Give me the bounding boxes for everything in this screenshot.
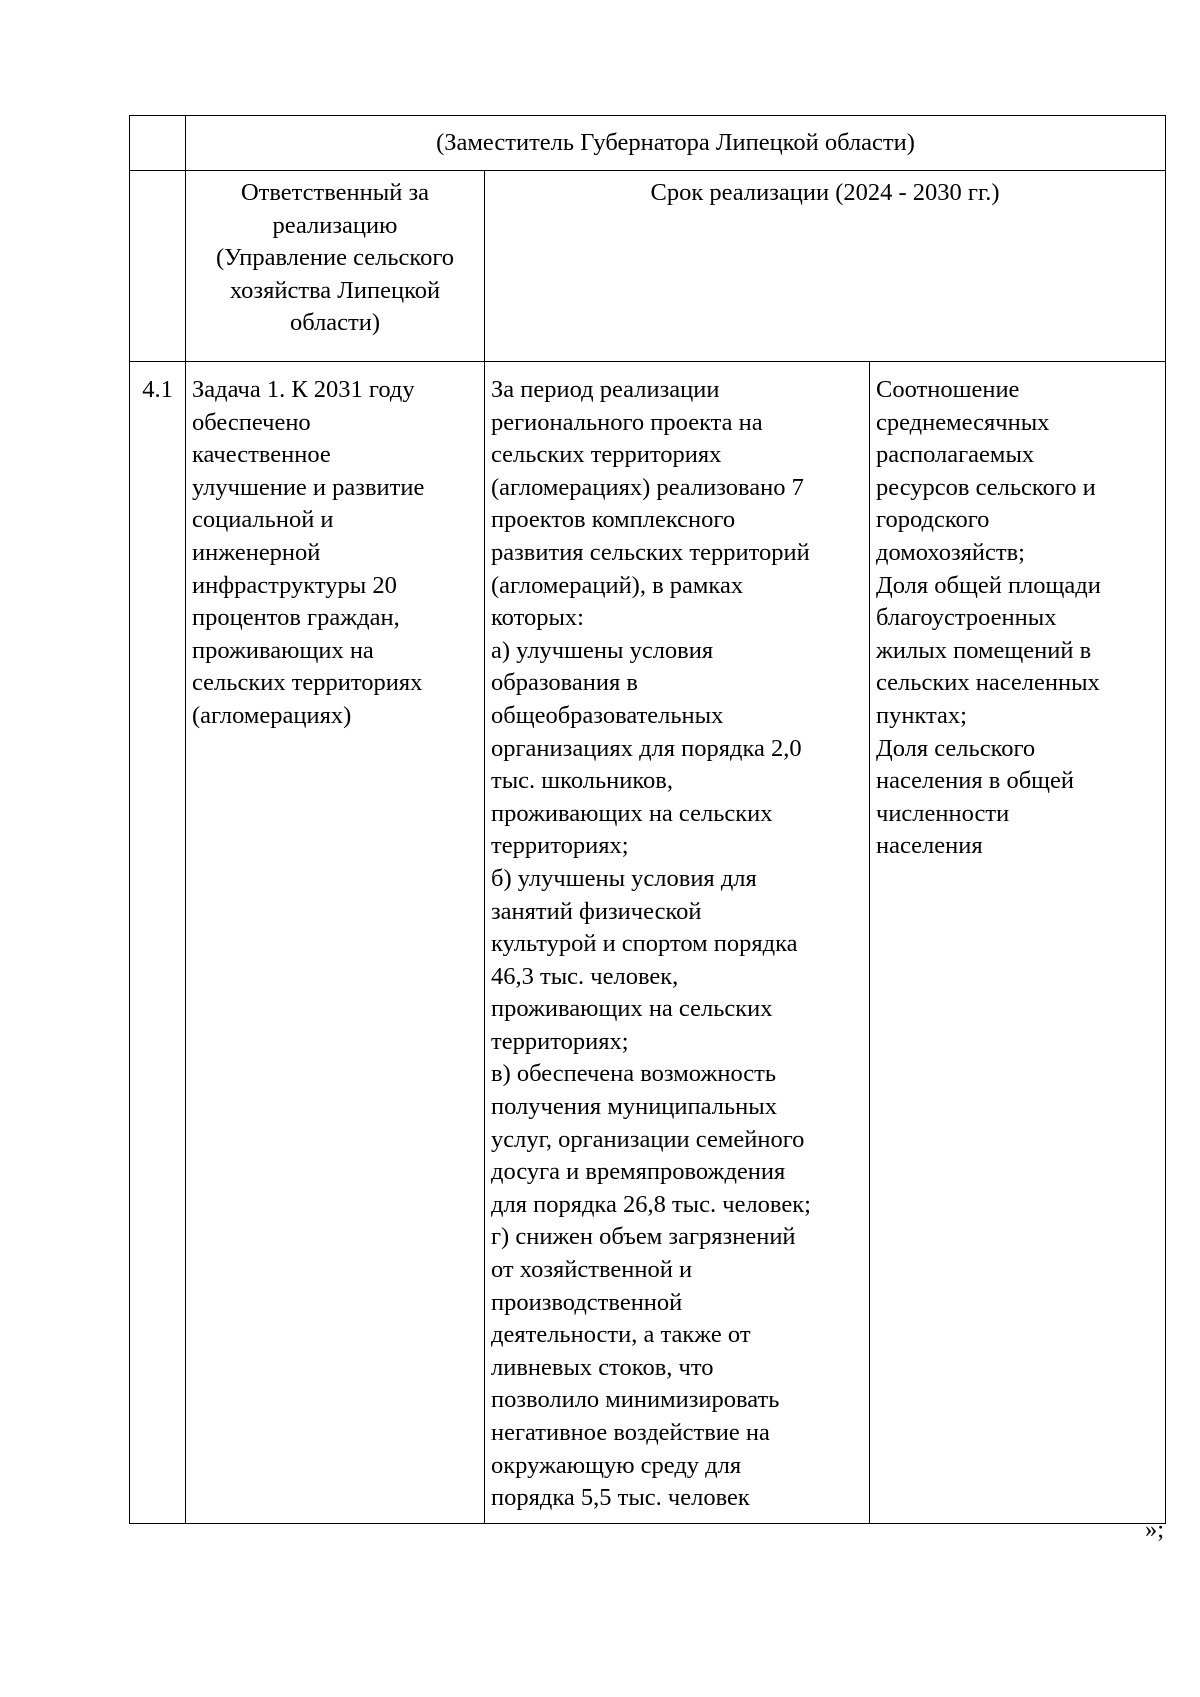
table-row [130,362,1166,1524]
header-row-responsible [130,171,1166,362]
task-cell: Задача 1. К 2031 году обеспечено качественное улучшение и развитие социальной и инженерной инфраструктуры 20 процентов граждан, проживающих на сельских территориях (агломерациях) [186,362,485,1524]
row-number-cell: 4.1 [130,362,186,1524]
number-cell-empty [130,171,186,362]
responsible-cell: Ответственный за реализацию (Управление сельского хозяйства Липецкой области) [186,171,485,362]
curator-cell: (Заместитель Губернатора Липецкой области) [186,116,1166,171]
closing-quote-mark: »; [1144,1516,1164,1543]
effects-cell: За период реализации регионального проекта на сельских территориях (агломерациях) реализовано 7 проектов комплексного развития сельских территорий (агломераций), в рамках которых: а) улучшены условия образования в общеобразовательных организациях для порядка 2,0 тыс. школьников, проживающих на сельских территориях; б) улучшены условия для занятий физической культурой и спортом порядка 46,3 тыс. человек, проживающих на сельских территориях; в) обеспечена возможность получения муниципальных услуг, организации семейного досуга и времяпровождения для порядка 26,8 тыс. человек; г) снижен объем загрязнений от хозяйственной и производственной деятельности, а также от ливневых стоков, что позволило минимизировать негативное воздействие на окружающую среду для порядка 5,5 тыс. человек [485,362,870,1524]
number-cell-empty [130,116,186,171]
goals-table [129,115,1166,1524]
indicators-cell: Соотношение среднемесячных располагаемых ресурсов сельского и городского домохозяйств; Доля общей площади благоустроенных жилых помещений в сельских населенных пунктах; Доля сельского населения в общей численности населения [870,362,1166,1524]
term-cell: Срок реализации (2024 - 2030 гг.) [485,171,1166,362]
header-row-curator [130,116,1166,171]
